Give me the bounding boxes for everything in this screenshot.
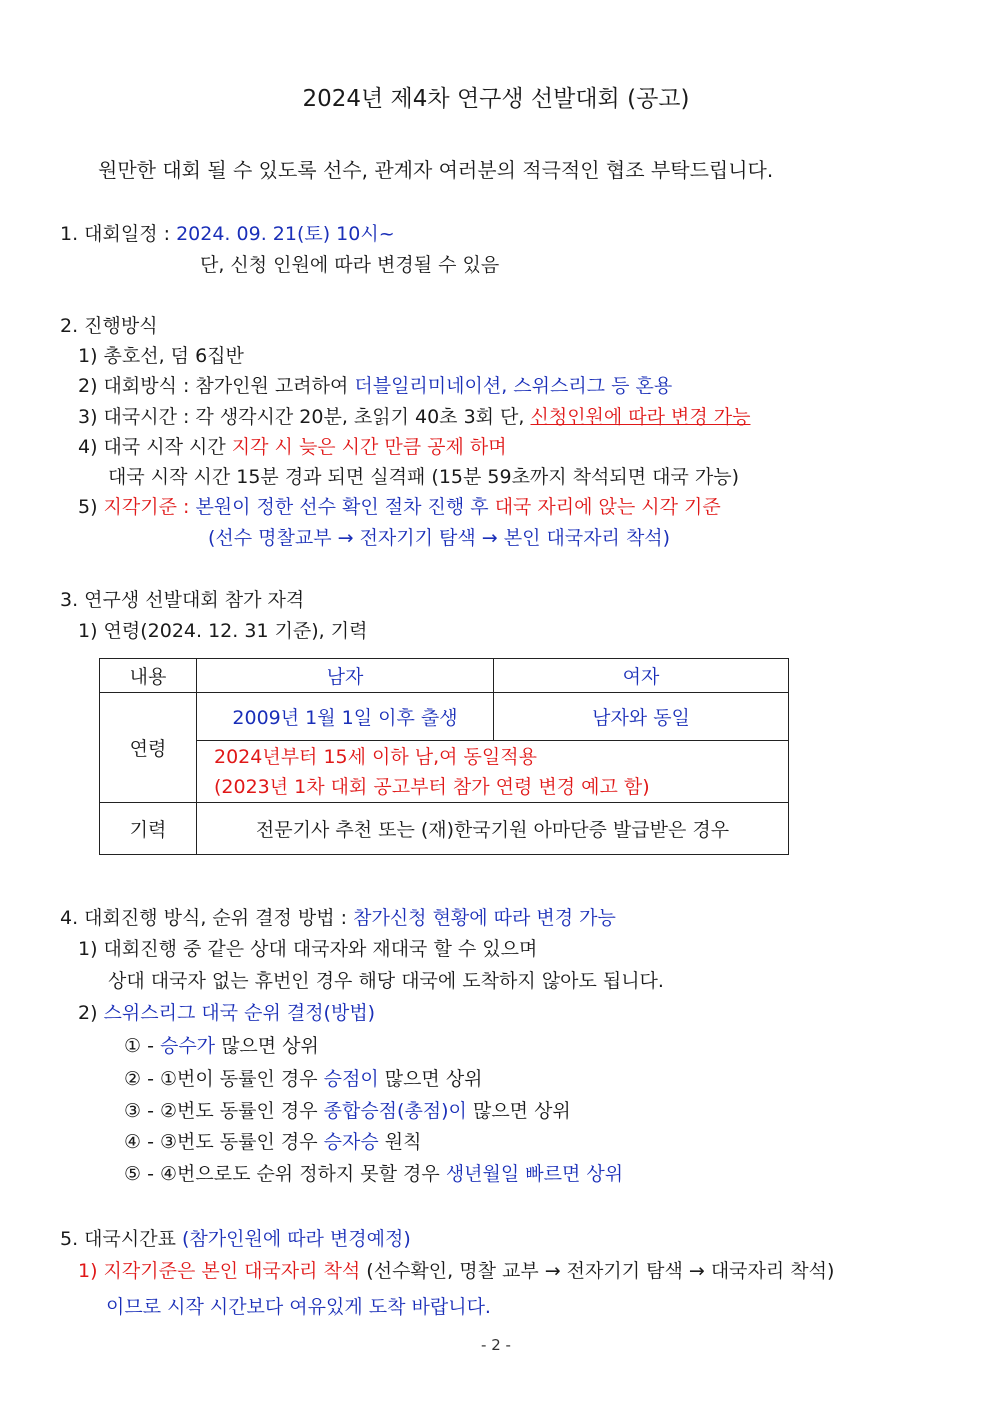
section-3-heading: 3. 연구생 선발대회 참가 자격 bbox=[60, 589, 305, 611]
th-content: 내용 bbox=[100, 659, 197, 693]
age-note bbox=[197, 741, 789, 803]
th-female: 여자 bbox=[494, 659, 789, 693]
event-date: 2024. 09. 21(토) 10시~ bbox=[176, 223, 395, 245]
rank-rule-1-key: 승수가 bbox=[159, 1035, 216, 1057]
rank-rule-3 bbox=[124, 1098, 571, 1124]
rank-rule-4 bbox=[124, 1129, 421, 1155]
s2-item-3-note: 신청인원에 따라 변경 가능 bbox=[530, 406, 751, 428]
section-1-note: 단, 신청 인원에 따라 변경될 수 있음 bbox=[200, 254, 500, 276]
rank-rule-5 bbox=[124, 1161, 623, 1187]
rank-rule-1-text: 많으면 상위 bbox=[215, 1035, 319, 1057]
page-number: - 2 - bbox=[481, 1336, 511, 1354]
s2-item-5 bbox=[78, 494, 721, 520]
rank-rule-5-key: 생년월일 빠르면 상위 bbox=[445, 1163, 624, 1185]
s2-item-2 bbox=[78, 373, 672, 399]
s3-item-1: 1) 연령(2024. 12. 31 기준), 기력 bbox=[78, 620, 368, 642]
rank-rule-3-key: 종합승점(총점)이 bbox=[323, 1100, 467, 1122]
s4-item-2-title: 스위스리그 대국 순위 결정(방법) bbox=[103, 1002, 376, 1024]
section-4-heading bbox=[60, 905, 616, 931]
s2-item-4-cont: 대국 시작 시간 15분 경과 되면 실격패 (15분 59초까지 착석되면 대국 가능) bbox=[108, 466, 739, 488]
rank-rule-1-num: ① - bbox=[124, 1035, 160, 1057]
row-skill-label: 기력 bbox=[100, 803, 197, 855]
s2-item-3-label: 3) 대국시간 : 각 생각시간 20분, 초읽기 40초 3회 단, bbox=[78, 406, 531, 428]
section-4-note: 참가신청 현황에 따라 변경 가능 bbox=[353, 907, 616, 929]
s4-item-2 bbox=[78, 1000, 375, 1026]
rank-rule-2 bbox=[124, 1066, 483, 1092]
s2-item-5-procedure: 본원이 정한 선수 확인 절차 진행 후 bbox=[195, 496, 495, 518]
rank-rule-2-text: 많으면 상위 bbox=[378, 1068, 483, 1090]
eligibility-table bbox=[99, 658, 789, 855]
section-5-note: (참가인원에 따라 변경예정) bbox=[181, 1228, 411, 1250]
row-age-label: 연령 bbox=[100, 693, 197, 803]
section-2-heading: 2. 진행방식 bbox=[60, 315, 158, 337]
rank-rule-4-num: ④ - ③번도 동률인 경우 bbox=[124, 1131, 324, 1153]
s2-item-4-label: 4) 대국 시작 시간 bbox=[78, 436, 232, 458]
s2-item-2-format: 더블일리미네이션, 스위스리그 등 혼용 bbox=[354, 375, 673, 397]
intro-text: 원만한 대회 될 수 있도록 선수, 관계자 여러분의 적극적인 협조 부탁드립니다. bbox=[98, 158, 774, 182]
rank-rule-1 bbox=[124, 1033, 319, 1059]
rank-rule-4-key: 승자승 bbox=[323, 1131, 379, 1153]
s2-item-4 bbox=[78, 434, 507, 460]
page-title: 2024년 제4차 연구생 선발대회 (공고) bbox=[302, 86, 690, 112]
section-5-title: 5. 대국시간표 bbox=[60, 1228, 182, 1250]
age-note-line-1: 2024년부터 15세 이하 남,여 동일적용 bbox=[214, 745, 537, 768]
skill-value: 전문기사 추천 또는 (재)한국기원 아마단증 발급받은 경우 bbox=[197, 803, 789, 855]
section-1 bbox=[60, 221, 395, 247]
rank-rule-4-text: 원칙 bbox=[378, 1131, 422, 1153]
male-age: 2009년 1월 1일 이후 출생 bbox=[197, 693, 494, 741]
s4-item-2-num: 2) bbox=[78, 1002, 104, 1024]
rank-rule-2-num: ② - ①번이 동률인 경우 bbox=[124, 1068, 324, 1090]
s2-item-5-criteria: 대국 자리에 앉는 시각 기준 bbox=[494, 496, 721, 518]
rank-rule-2-key: 승점이 bbox=[323, 1068, 379, 1090]
rank-rule-3-num: ③ - ②번도 동률인 경우 bbox=[124, 1100, 324, 1122]
s2-item-5-cont: (선수 명찰교부 → 전자기기 탐색 → 본인 대국자리 착석) bbox=[208, 527, 671, 549]
age-note-line-2: (2023년 1차 대회 공고부터 참가 연령 변경 예고 함) bbox=[214, 775, 650, 798]
rank-rule-5-num: ⑤ - ④번으로도 순위 정하지 못할 경우 bbox=[124, 1163, 446, 1185]
s5-item-1-procedure: (선수확인, 명찰 교부 → 전자기기 탐색 → 대국자리 착석) bbox=[360, 1260, 835, 1282]
s2-item-3 bbox=[78, 404, 751, 430]
s4-item-1: 1) 대회진행 중 같은 상대 대국자와 재대국 할 수 있으며 bbox=[78, 938, 538, 960]
s2-item-5-num: 5) bbox=[78, 496, 104, 518]
th-male: 남자 bbox=[197, 659, 494, 693]
section-4-title: 4. 대회진행 방식, 순위 결정 방법 : bbox=[60, 907, 354, 929]
s4-item-1-cont: 상대 대국자 없는 휴번인 경우 해당 대국에 도착하지 않아도 됩니다. bbox=[108, 970, 664, 992]
s2-item-4-penalty: 지각 시 늦은 시간 만큼 공제 하며 bbox=[231, 436, 507, 458]
female-age: 남자와 동일 bbox=[494, 693, 789, 741]
rank-rule-3-text: 많으면 상위 bbox=[466, 1100, 571, 1122]
s5-item-1-criteria: 1) 지각기준은 본인 대국자리 착석 bbox=[78, 1260, 361, 1282]
section-5-heading bbox=[60, 1226, 411, 1252]
s5-item-1-cont: 이므로 시작 시간보다 여유있게 도착 바랍니다. bbox=[106, 1296, 491, 1318]
s2-item-5-label: 지각기준 : bbox=[103, 496, 196, 518]
s2-item-2-label: 2) 대회방식 : 참가인원 고려하여 bbox=[78, 375, 355, 397]
section-1-label: 1. 대회일정 : bbox=[60, 223, 177, 245]
s5-item-1 bbox=[78, 1258, 834, 1284]
s2-item-1: 1) 총호선, 덤 6집반 bbox=[78, 345, 244, 367]
